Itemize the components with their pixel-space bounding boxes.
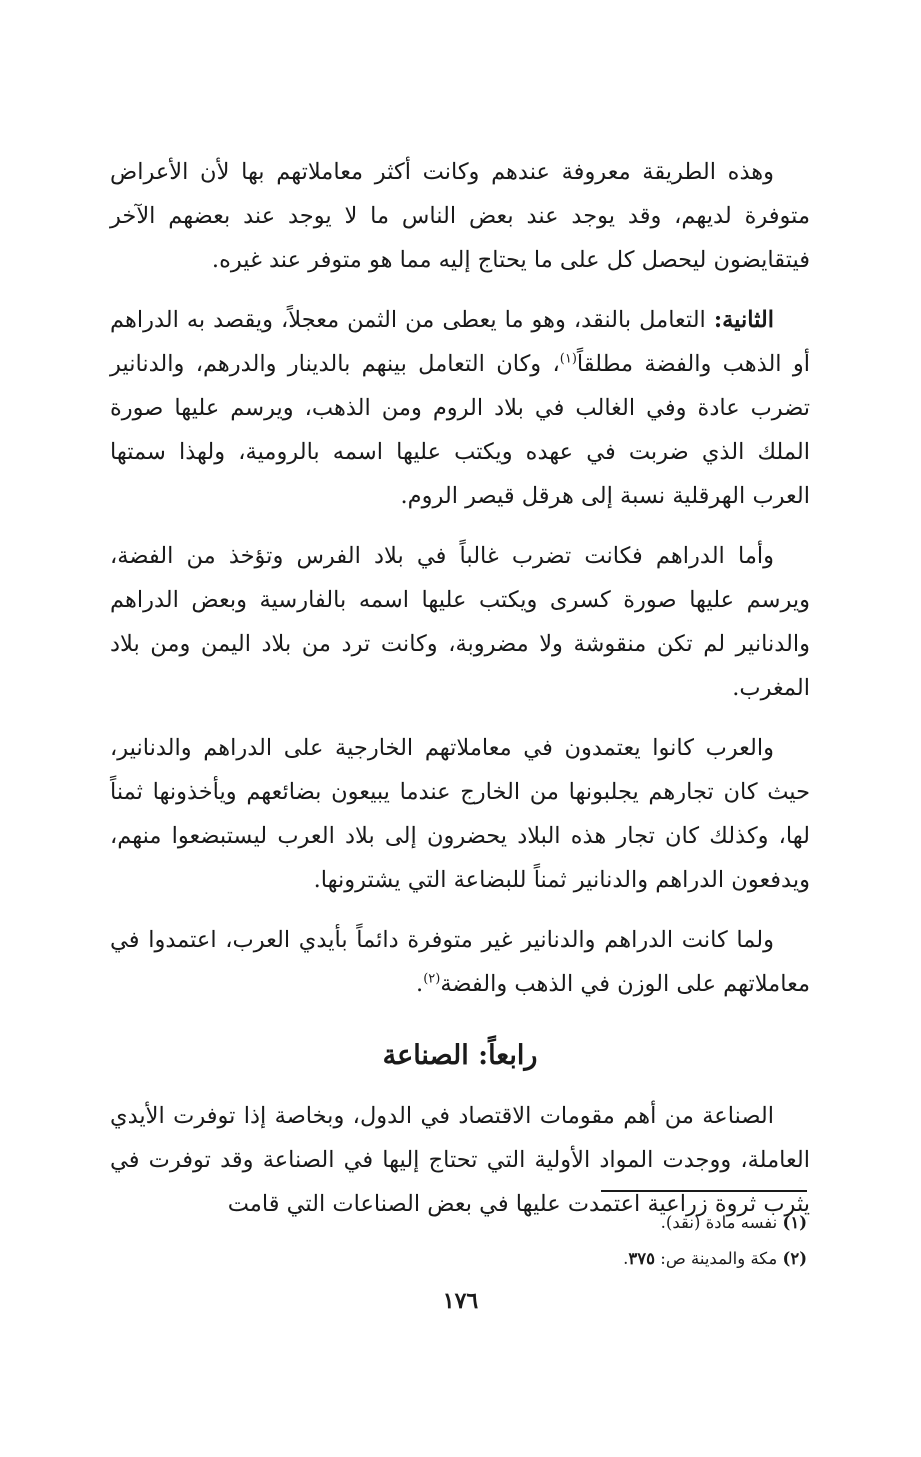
- footnote-reference-1[interactable]: (١): [559, 351, 577, 367]
- footnote-page-number: ٣٧٥: [628, 1249, 656, 1268]
- page-body: [110, 150, 810, 1226]
- footnote-2: [117, 1241, 807, 1277]
- section-heading-industry: رابعاً: الصناعة: [382, 1040, 538, 1071]
- paragraph-text: ولما كانت الدراهم والدنانير غير متوفرة دائماً بأيدي العرب، اعتمدوا في معاملاتهم على الوزن في الذهب والفضة: [110, 927, 810, 997]
- paragraph-industry: الصناعة من أهم مقومات الاقتصاد في الدول، وبخاصة إذا توفرت الأيدي العاملة، ووجدت المواد الأولية التي تحتاج إليها في الصناعة وقد توفرت في يثرب ثروة زراعية اعتمدت عليها في بعض الصناعات التي قامت: [110, 1103, 810, 1217]
- paragraph-barter: وهذه الطريقة معروفة عندهم وكانت أكثر معاملاتهم بها لأن الأعراض متوفرة لديهم، وقد يوجد عند بعض الناس ما لا يوجد عند بعضهم الآخر فيتقايضون ليحصل كل على ما يحتاج إليه مما هو متوفر عند غيره.: [110, 159, 810, 273]
- paragraph-cash-dealing: [110, 298, 810, 518]
- footnote-number: (١): [782, 1213, 807, 1232]
- page-number: ١٧٦: [442, 1288, 479, 1314]
- footnote-number: (٢): [782, 1249, 807, 1268]
- footnote-text: مكة والمدينة ص:: [655, 1249, 783, 1268]
- footnote-reference-2[interactable]: (٢): [423, 971, 441, 987]
- paragraph-weight-dealing: [110, 918, 810, 1006]
- footnotes: [117, 1205, 807, 1277]
- paragraph-text: التعامل بالنقد، وهو ما يعطى من الثمن معجلاً، ويقصد به الدراهم أو الذهب والفضة مطلقاً: [110, 307, 810, 377]
- paragraph-foreign-trade: والعرب كانوا يعتمدون في معاملاتهم الخارجية على الدراهم والدنانير، حيث كان تجارهم يجلبونها من الخارج عندما يبيعون بضائعهم ويأخذونها ثمناً لها، وكذلك كان تجار هذه البلاد يحضرون إلى بلاد العرب ليستبضعوا منهم، ويدفعون الدراهم والدنانير ثمناً للبضاعة التي يشترونها.: [110, 735, 810, 893]
- paragraph-text: ، وكان التعامل بينهم بالدينار والدرهم، والدنانير تضرب عادة وفي الغالب في بلاد الروم ومن الذهب، ويرسم عليها صورة الملك الذي ضربت في عهده ويكتب عليها اسمه بالرومية، ولهذا سمتها العرب الهرقلية نسبة إلى هرقل قيصر الروم.: [110, 351, 810, 509]
- footnote-text: نفسه مادة (نقد).: [660, 1213, 783, 1232]
- paragraph-text: .: [416, 971, 424, 997]
- paragraph-lead-second: الثانية:: [713, 307, 774, 333]
- paragraph-dirhams: وأما الدراهم فكانت تضرب غالباً في بلاد الفرس وتؤخذ من الفضة، ويرسم عليها صورة كسرى ويكتب عليها اسمه بالفارسية وبعض الدراهم والدنانير لم تكن منقوشة ولا مضروبة، وكانت ترد من بلاد اليمن ومن بلاد المغرب.: [110, 543, 810, 701]
- footnote-1: [117, 1205, 807, 1241]
- footnote-divider: [601, 1190, 807, 1192]
- footnote-end: .: [623, 1249, 629, 1268]
